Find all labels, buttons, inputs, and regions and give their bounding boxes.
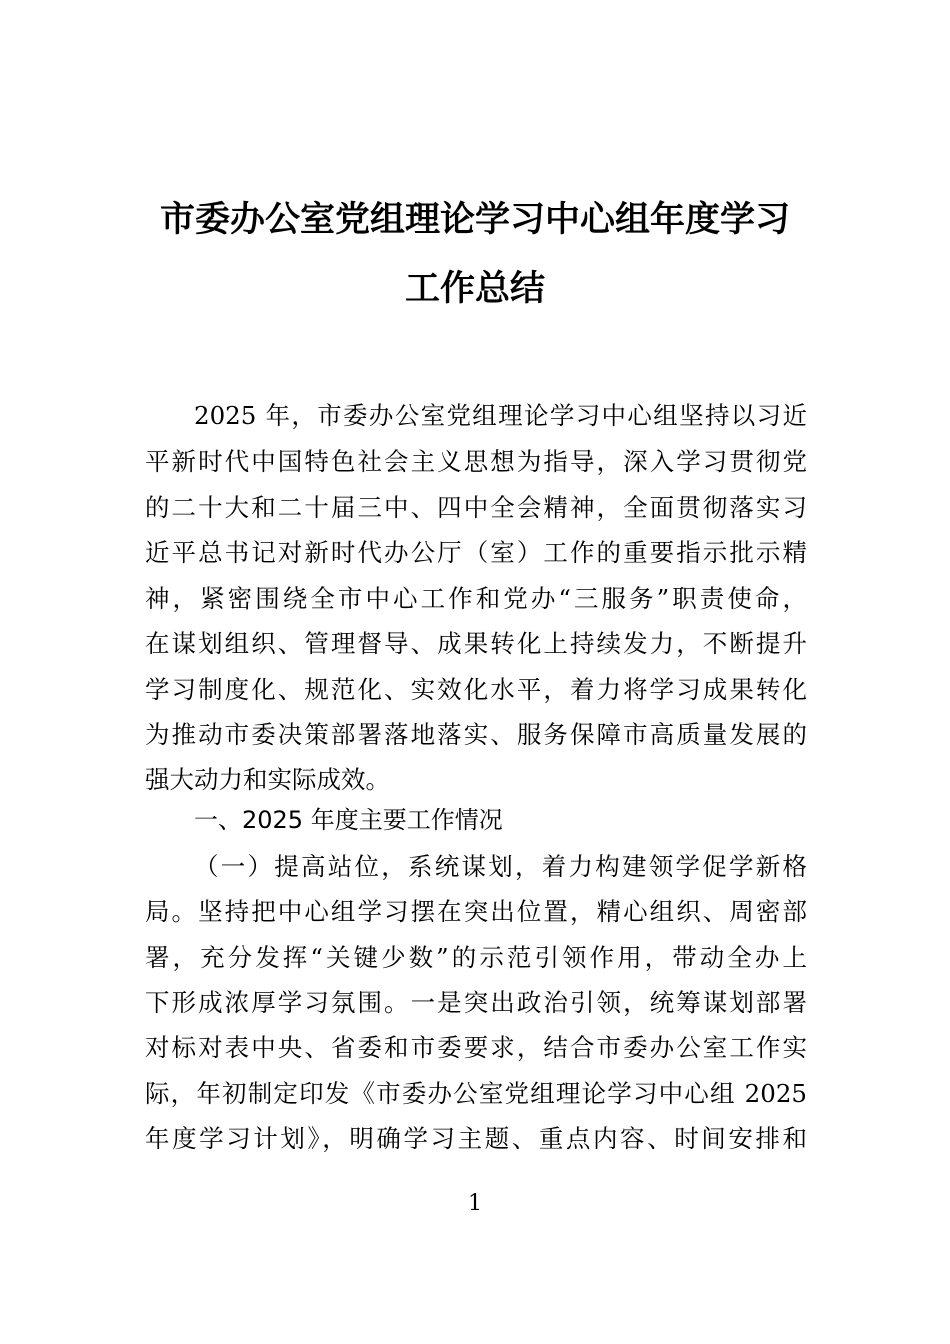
document-title-line-2: 工作总结 (404, 269, 545, 309)
intro-line-7: 学习制度化、规范化、实效化水平，着力将学习成果转化 (145, 675, 807, 704)
intro-line-6: 在谋划组织、管理督导、成果转化上持续发力，不断提升 (145, 629, 807, 658)
intro-line-3: 的二十大和二十届三中、四中全会精神，全面贯彻落实习 (145, 493, 807, 522)
section-1-line-3: 署，充分发挥“关键少数”的示范引领作用，带动全办上 (145, 943, 807, 972)
document-title-line-1: 市委办公室党组理论学习中心组年度学习 (159, 200, 790, 240)
section-1-line-2: 局。坚持把中心组学习摆在突出位置，精心组织、周密部 (145, 897, 807, 926)
intro-line-9: 强大动力和实际成效。 (145, 765, 390, 794)
section-1-heading: 一、2025 年度主要工作情况 (194, 806, 503, 834)
intro-line-2: 平新时代中国特色社会主义思想为指导，深入学习贯彻党 (145, 447, 807, 476)
section-1-line-7: 年度学习计划》，明确学习主题、重点内容、时间安排和 (145, 1124, 807, 1153)
intro-line-4: 近平总书记对新时代办公厅（室）工作的重要指示批示精 (145, 538, 807, 567)
intro-line-1: 2025 年，市委办公室党组理论学习中心组坚持以习近 (194, 401, 807, 430)
intro-line-5: 神，紧密围绕全市中心工作和党办“三服务”职责使命， (145, 584, 807, 613)
section-1-line-1: （一）提高站位，系统谋划，着力构建领学促学新格 (194, 852, 807, 881)
section-1-line-5: 对标对表中央、省委和市委要求，结合市委办公室工作实 (145, 1033, 807, 1062)
intro-line-8: 为推动市委决策部署落地落实、服务保障市高质量发展的 (145, 720, 807, 749)
section-1-line-4: 下形成浓厚学习氛围。一是突出政治引领，统筹谋划部署 (145, 988, 807, 1017)
page-number: 1 (468, 1191, 482, 1216)
section-1-line-6: 际，年初制定印发《市委办公室党组理论学习中心组 2025 (145, 1079, 807, 1108)
